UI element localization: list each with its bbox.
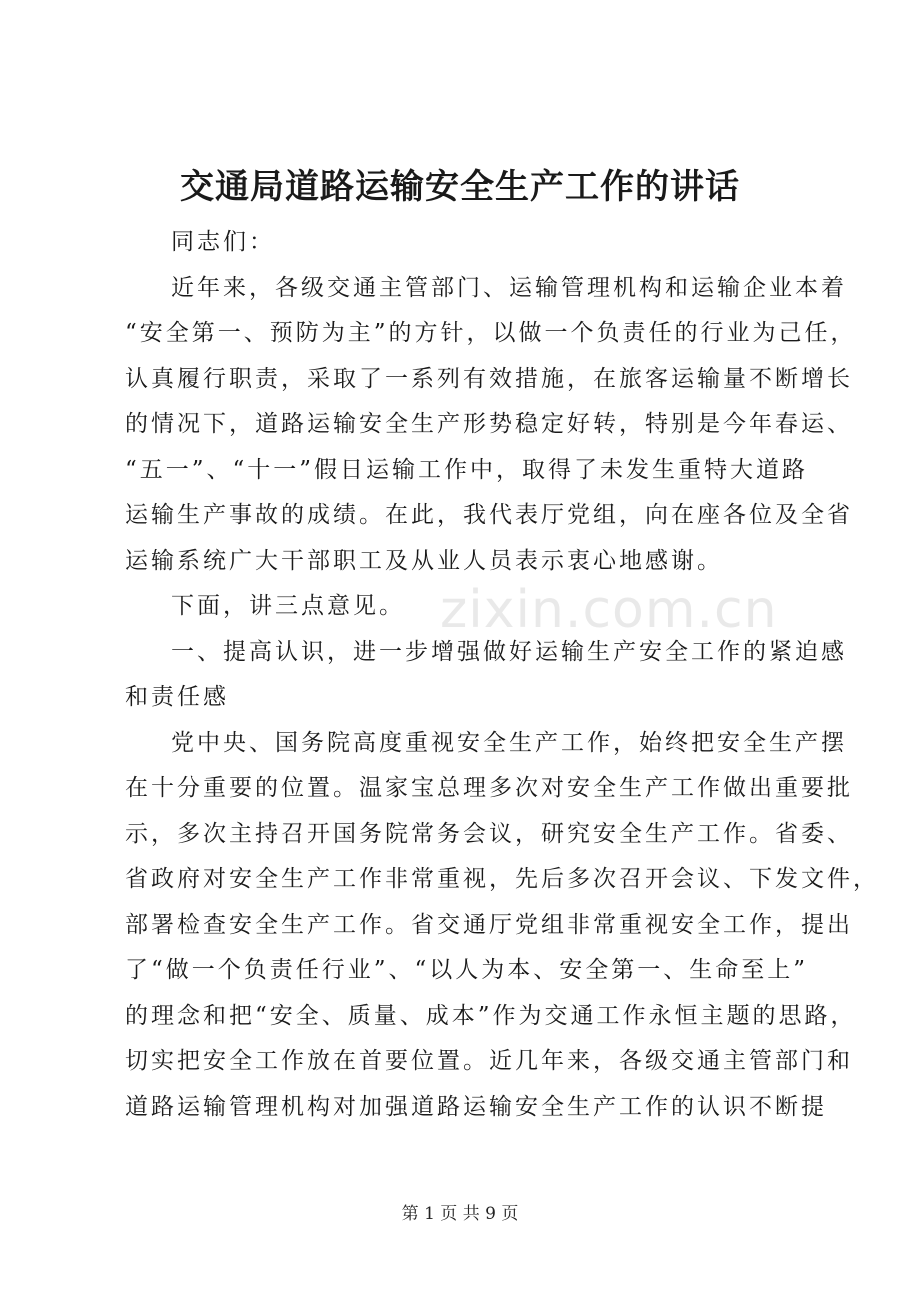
- paragraph-line: 的情况下，道路运输安全生产形势稳定好转，特别是今年春运、: [125, 411, 853, 437]
- paragraph-line: 运输系统广大干部职工及从业人员表示衷心地感谢。: [125, 547, 723, 574]
- watermark: zixin.com.cn: [440, 580, 778, 640]
- section-heading: 一、提高认识，进一步增强做好运输生产安全工作的紧迫感: [171, 638, 847, 665]
- paragraph-line: 切实把安全工作放在首要位置。近几年来，各级交通主管部门和: [125, 1048, 853, 1074]
- paragraph-line: 近年来，各级交通主管部门、运输管理机构和运输企业本着: [171, 274, 847, 301]
- paragraph-line: 认真履行职责，采取了一系列有效措施，在旅客运输量不断增长: [125, 365, 853, 392]
- section-heading: 和责任感: [125, 684, 229, 710]
- paragraph-line: “安全第一、预防为主”的方针，以做一个负责任的行业为己任，: [125, 320, 857, 346]
- paragraph-line: 省政府对安全生产工作非常重视，先后多次召开会议、下发文件，: [125, 866, 879, 892]
- paragraph-line: “五一”、“十一”假日运输工作中，取得了未发生重特大道路: [125, 456, 809, 483]
- paragraph-line: 运输生产事故的成绩。在此，我代表厅党组，向在座各位及全省: [125, 502, 853, 528]
- paragraph-line: 了“做一个负责任行业”、“以人为本、安全第一、生命至上”: [125, 957, 809, 983]
- paragraph-line: 党中央、国务院高度重视安全生产工作，始终把安全生产摆: [171, 729, 847, 756]
- paragraph-line: 示，多次主持召开国务院常务会议，研究安全生产工作。省委、: [125, 820, 853, 847]
- document-body: [125, 220, 879, 1130]
- salutation: 同志们：: [171, 229, 275, 255]
- paragraph-line: 的理念和把“安全、质量、成本”作为交通工作永恒主题的思路，: [125, 1002, 857, 1029]
- page-footer: 第 1 页 共 9 页: [401, 1204, 519, 1224]
- paragraph-line: 下面，讲三点意见。: [171, 593, 405, 619]
- document-title: 交通局道路运输安全生产工作的讲话: [180, 167, 740, 207]
- paragraph-line: 部署检查安全生产工作。省交通厅党组非常重视安全工作，提出: [125, 911, 853, 938]
- paragraph-line: 道路运输管理机构对加强道路运输安全生产工作的认识不断提: [125, 1093, 827, 1120]
- paragraph-line: 在十分重要的位置。温家宝总理多次对安全生产工作做出重要批: [125, 775, 853, 801]
